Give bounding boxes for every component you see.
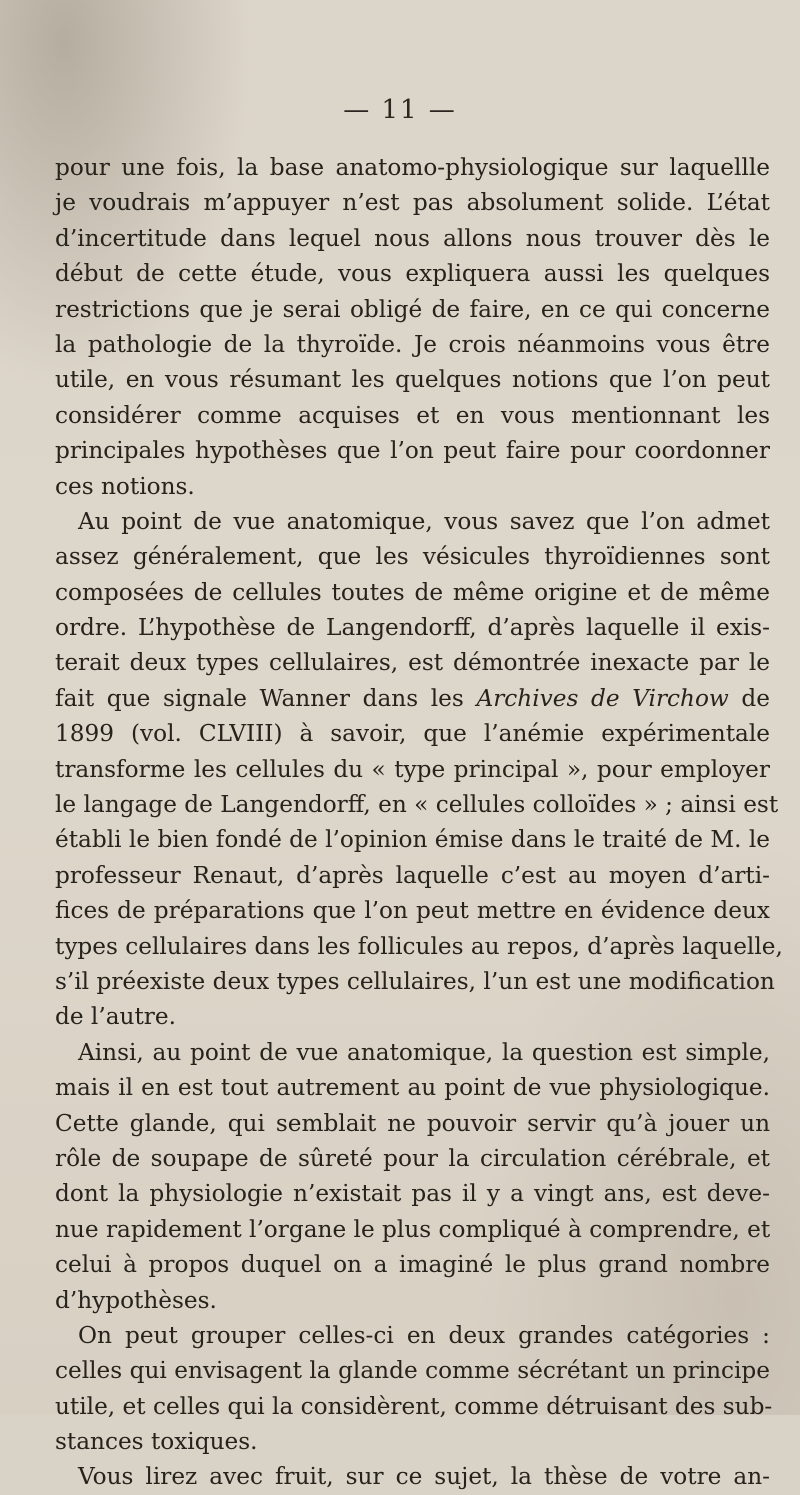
text-line: composées de cellules toutes de même origine et de même bbox=[55, 578, 770, 606]
text-line: restrictions que je serai obligé de faire, en ce qui concerne bbox=[55, 295, 770, 323]
text-line: dont la physiologie n’existait pas il y a vingt ans, est deve- bbox=[55, 1180, 770, 1208]
text-line: considérer comme acquises et en vous mentionnant les bbox=[55, 401, 770, 429]
text-line: établi le bien fondé de l’opinion émise dans le traité de M. le bbox=[55, 826, 770, 854]
text-line: assez généralement, que les vésicules thyroïdiennes sont bbox=[55, 543, 770, 571]
text-line: utile, en vous résumant les quelques notions que l’on peut bbox=[55, 366, 770, 394]
text-line: la pathologie de la thyroïde. Je crois néanmoins vous être bbox=[55, 330, 770, 358]
text-line: pour une fois, la base anatomo-physiologique sur laquellle bbox=[55, 154, 770, 181]
page-number: — 11 — bbox=[343, 95, 457, 125]
text-line: On peut grouper celles-ci en deux grandes catégories : bbox=[78, 1321, 770, 1349]
text-line: je voudrais m’appuyer n’est pas absolument solide. L’état bbox=[55, 189, 770, 217]
text-line: d’hypothèses. bbox=[55, 1286, 217, 1314]
text-line: début de cette étude, vous expliquera aussi les quelques bbox=[55, 260, 770, 288]
text-line: stances toxiques. bbox=[55, 1428, 258, 1456]
text-line: celui à propos duquel on a imaginé le plus grand nombre bbox=[55, 1251, 770, 1279]
text-line: terait deux types cellulaires, est démontrée inexacte par le bbox=[55, 649, 770, 677]
text-line: Ainsi, au point de vue anatomique, la question est simple, bbox=[78, 1038, 770, 1066]
paragraph-5 bbox=[55, 1459, 770, 1494]
text-line: rôle de soupape de sûreté pour la circulation cérébrale, et bbox=[55, 1144, 770, 1172]
text-line: types cellulaires dans les follicules au repos, d’après laquelle, bbox=[55, 932, 783, 960]
paragraph-1 bbox=[55, 150, 770, 504]
text-line: fices de préparations que l’on peut mettre en évidence deux bbox=[55, 897, 770, 925]
text-line: 1899 (vol. CLVIII) à savoir, que l’anémie expérimentale bbox=[55, 720, 770, 748]
text-line: principales hypothèses que l’on peut faire pour coordonner bbox=[55, 437, 770, 465]
text-line: professeur Renaut, d’après laquelle c’est au moyen d’arti- bbox=[55, 861, 770, 889]
text-line: ces notions. bbox=[55, 472, 195, 500]
text-line: transforme les cellules du « type principal », pour employer bbox=[55, 755, 770, 783]
text-line: celles qui envisagent la glande comme sécrétant un principe bbox=[55, 1357, 770, 1385]
text-line: fait que signale Wanner dans les Archives de Virchow de bbox=[55, 684, 770, 712]
text-line: Cette glande, qui semblait ne pouvoir servir qu’à jouer un bbox=[55, 1109, 770, 1137]
text-line: d’incertitude dans lequel nous allons nous trouver dès le bbox=[55, 224, 770, 252]
paragraph-3 bbox=[55, 1035, 770, 1318]
text-line: ordre. L’hypothèse de Langendorff, d’après laquelle il exis- bbox=[55, 614, 770, 642]
text-line: le langage de Langendorff, en « cellules colloïdes » ; ainsi est bbox=[55, 791, 779, 819]
text-line: mais il en est tout autrement au point de vue physiologique. bbox=[55, 1074, 770, 1102]
text-line: utile, et celles qui la considèrent, comme détruisant des sub- bbox=[55, 1392, 773, 1420]
paragraph-2 bbox=[55, 504, 783, 1035]
paragraph-4 bbox=[55, 1318, 773, 1460]
text-line: Au point de vue anatomique, vous savez que l’on admet bbox=[78, 507, 770, 535]
body-text bbox=[55, 150, 783, 1495]
text-line: de l’autre. bbox=[55, 1003, 176, 1031]
text-line: s’il préexiste deux types cellulaires, l’un est une modification bbox=[55, 967, 775, 995]
text-line: Vous lirez avec fruit, sur ce sujet, la thèse de votre an- bbox=[78, 1463, 770, 1491]
text-line: nue rapidement l’organe le plus compliqué à comprendre, et bbox=[55, 1215, 771, 1243]
